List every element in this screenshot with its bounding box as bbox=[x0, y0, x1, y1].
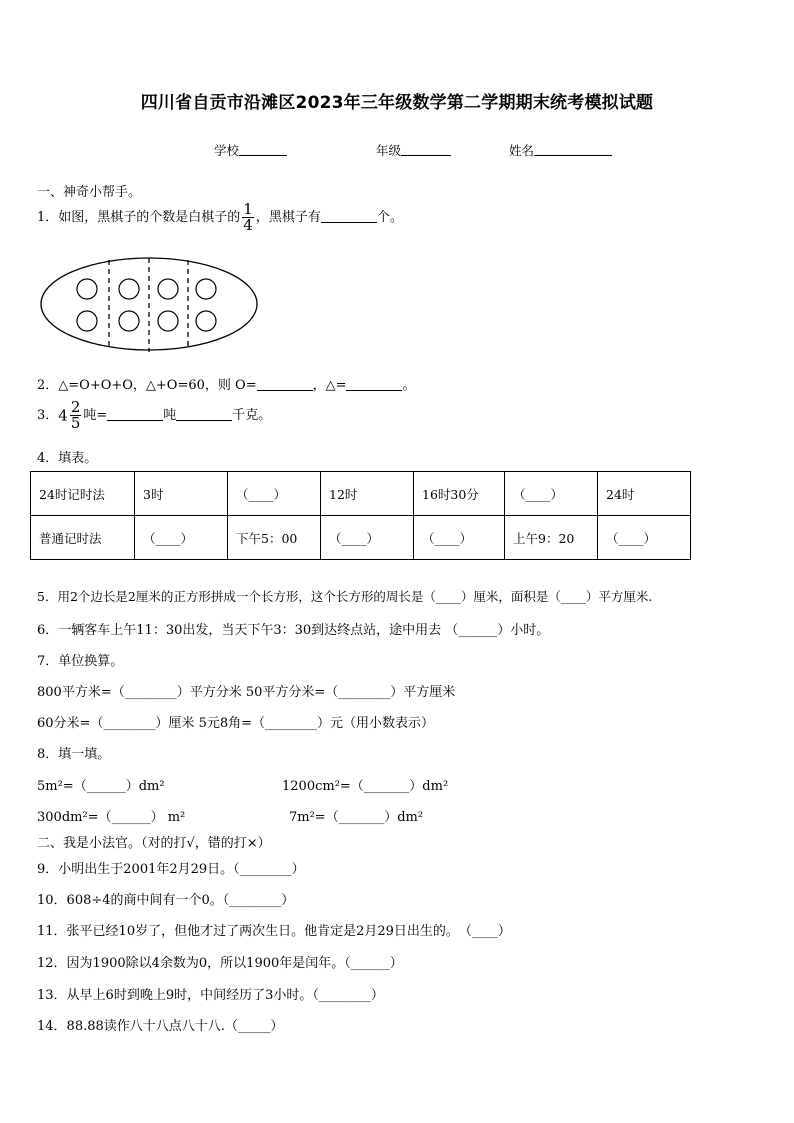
table-cell: 上午9：20 bbox=[505, 516, 598, 560]
question-1 bbox=[37, 202, 403, 233]
grade-field bbox=[376, 141, 451, 159]
question-9: 9．小明出生于2001年2月29日。（________） bbox=[37, 862, 305, 877]
table-cell: 16时30分 bbox=[414, 472, 505, 516]
q3-frac-den: 5 bbox=[70, 414, 81, 432]
table-cell: 下午5：00 bbox=[228, 516, 321, 560]
section-2-heading: 二、我是小法官。（对的打√，错的打×） bbox=[37, 836, 271, 851]
q1-blank[interactable] bbox=[321, 209, 377, 223]
school-field bbox=[214, 141, 287, 159]
table-cell[interactable]: （____） bbox=[321, 516, 414, 560]
section-1-heading: 一、神奇小帮手。 bbox=[37, 185, 142, 200]
table-cell: 12时 bbox=[321, 472, 414, 516]
q1-end: 个。 bbox=[376, 210, 403, 225]
q1-frac-den: 4 bbox=[243, 216, 253, 234]
question-6: 6．一辆客车上午11：30出发，当天下午3：30到达终点站，途中用去 （______）小时。 bbox=[37, 623, 550, 638]
question-8-d: 7m²=（_______）dm² bbox=[289, 810, 424, 825]
piece-circle bbox=[158, 311, 178, 331]
q3-blank-1[interactable] bbox=[107, 407, 163, 421]
piece-circle bbox=[77, 279, 97, 299]
question-14: 14．88.88读作八十八点八十八.（_____） bbox=[37, 1019, 284, 1034]
piece-circle bbox=[119, 311, 139, 331]
piece-circle bbox=[196, 279, 216, 299]
piece-circle bbox=[158, 279, 178, 299]
piece-circle bbox=[119, 279, 139, 299]
table-cell: 普通记时法 bbox=[31, 516, 135, 560]
question-8-c: 300dm²=（______） m² bbox=[37, 810, 186, 825]
table-cell: 24时记时法 bbox=[31, 472, 135, 516]
chess-pieces-figure bbox=[38, 256, 262, 356]
question-7: 7．单位换算。 bbox=[37, 654, 124, 669]
question-12: 12．因为1900除以4余数为0，所以1900年是闰年。（______） bbox=[37, 956, 403, 971]
table-cell[interactable]: （____） bbox=[414, 516, 505, 560]
q1-suffix: ，黑棋子有 bbox=[255, 210, 321, 225]
table-row bbox=[31, 516, 691, 560]
question-2 bbox=[37, 374, 416, 393]
table-cell: 24时 bbox=[598, 472, 691, 516]
q2-blank-2[interactable] bbox=[346, 377, 402, 391]
table-row bbox=[31, 472, 691, 516]
question-5: 5．用2个边长是2厘米的正方形拼成一个长方形，这个长方形的周长是（____）厘米，面积是（____）平方厘米. bbox=[37, 589, 653, 604]
q2-text: 2．△=O+O+O，△+O=60，则 O= bbox=[37, 378, 257, 393]
q2-blank-1[interactable] bbox=[257, 377, 313, 391]
school-blank[interactable] bbox=[239, 143, 287, 156]
question-10: 10．608÷4的商中间有一个0。（________） bbox=[37, 893, 295, 908]
q1-text: 1．如图，黑棋子的个数是白棋子的 bbox=[37, 210, 241, 225]
q3-text: 3． bbox=[37, 408, 59, 423]
question-11: 11．张平已经10岁了，但他才过了两次生日。他肯定是2月29日出生的。 （____） bbox=[37, 924, 511, 939]
grade-label: 年级 bbox=[376, 143, 402, 158]
table-cell[interactable]: （____） bbox=[598, 516, 691, 560]
grade-blank[interactable] bbox=[401, 143, 451, 156]
question-8-b: 1200cm²=（_______）dm² bbox=[282, 779, 449, 794]
name-field bbox=[509, 141, 612, 159]
q3-frac-num: 2 bbox=[70, 398, 81, 416]
q1-frac-num: 1 bbox=[243, 200, 253, 218]
table-cell[interactable]: （____） bbox=[135, 516, 228, 560]
school-label: 学校 bbox=[214, 143, 240, 158]
q2-mid: ，△= bbox=[312, 378, 347, 393]
name-blank[interactable] bbox=[534, 143, 612, 156]
piece-circle bbox=[77, 311, 97, 331]
piece-circle bbox=[196, 311, 216, 331]
q3-blank-2[interactable] bbox=[176, 407, 232, 421]
page-title: 四川省自贡市沿滩区2023年三年级数学第二学期期末统考模拟试题 bbox=[140, 93, 654, 113]
q3-fraction bbox=[70, 400, 82, 431]
table-cell[interactable]: （____） bbox=[228, 472, 321, 516]
q3-p3: 千克。 bbox=[232, 408, 272, 423]
table-cell[interactable]: （____） bbox=[505, 472, 598, 516]
q3-p2: 吨 bbox=[163, 408, 177, 423]
question-7-line-2: 60分米=（________）厘米 5元8角=（________）元（用小数表示） bbox=[37, 716, 435, 731]
name-label: 姓名 bbox=[509, 143, 535, 158]
question-3 bbox=[37, 400, 271, 431]
q3-whole: 4 bbox=[58, 406, 68, 425]
q2-end: 。 bbox=[402, 378, 416, 393]
question-4: 4．填表。 bbox=[37, 451, 98, 466]
question-8-a: 5m²=（______）dm² bbox=[37, 779, 165, 794]
q3-p1: 吨= bbox=[83, 408, 108, 423]
q1-fraction bbox=[242, 202, 254, 233]
table-cell: 3时 bbox=[135, 472, 228, 516]
question-13: 13．从早上6时到晚上9时，中间经历了3小时。（________） bbox=[37, 988, 384, 1003]
question-7-line-1: 800平方米=（________）平方分米 50平方分米=（________）平方厘米 bbox=[37, 685, 456, 700]
question-8: 8．填一填。 bbox=[37, 747, 111, 762]
time-table bbox=[30, 471, 691, 560]
